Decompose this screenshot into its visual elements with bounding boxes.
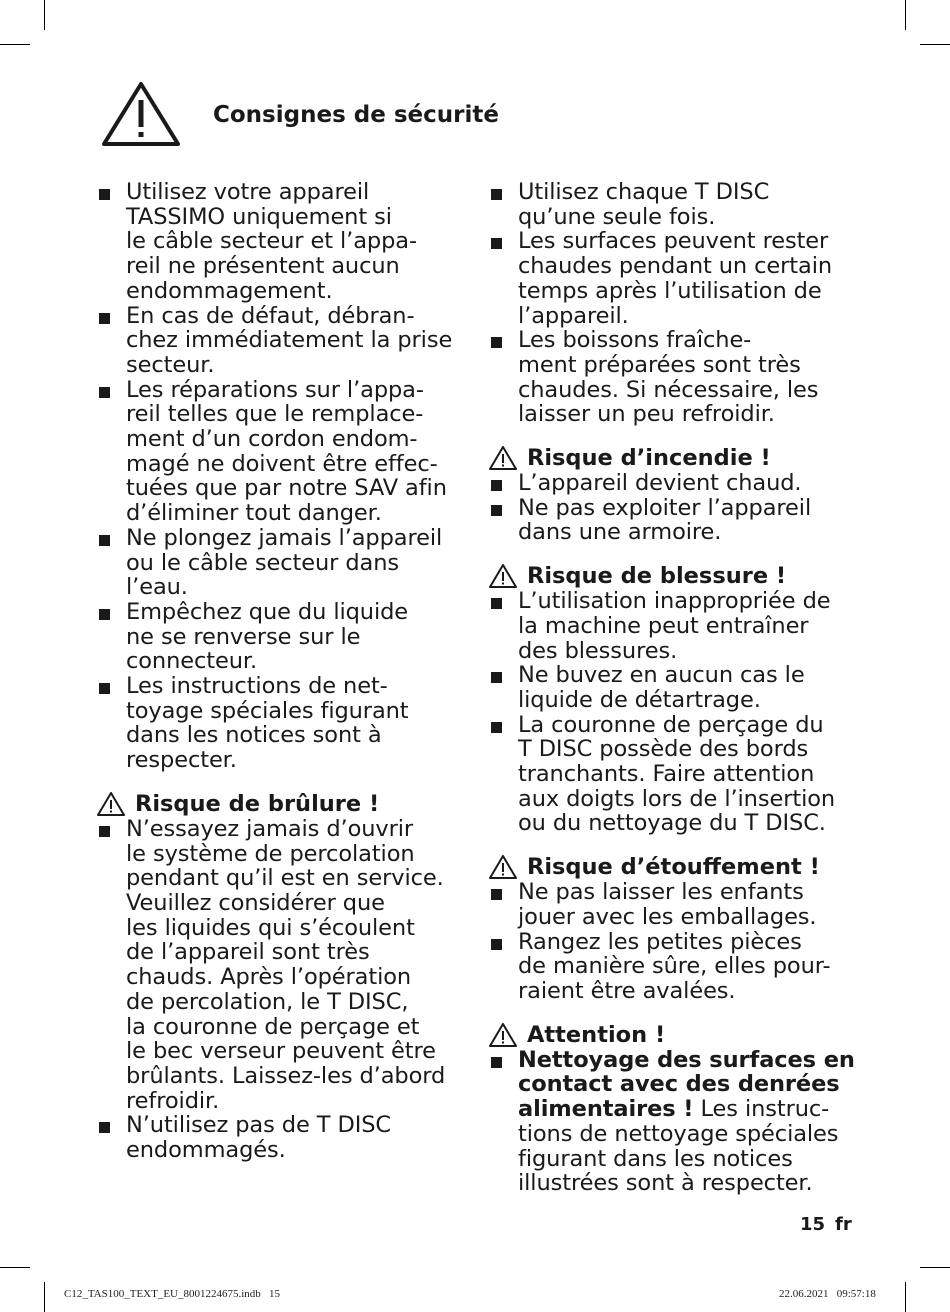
section-heading xyxy=(488,445,858,471)
bullet-square-icon xyxy=(491,889,502,900)
crop-mark xyxy=(0,44,30,45)
list-item xyxy=(96,817,466,1113)
list-item-text: Empêchez que du liquide ne se renverse sur le connecteur. xyxy=(126,598,409,675)
list-item xyxy=(488,229,858,328)
warning-triangle-icon xyxy=(100,80,182,148)
list-item xyxy=(96,526,466,600)
list-item-text: La couronne de perçage du T DISC possède des bords tranchants. Faire attention aux doigts lors de l’insertion ou du nettoyage du T DISC. xyxy=(518,711,836,837)
list-item xyxy=(96,378,466,526)
burn-risk-list xyxy=(96,817,466,1163)
bullet-square-icon xyxy=(99,313,110,324)
bullet-square-icon xyxy=(99,826,110,837)
file-name: C12_TAS100_TEXT_EU_8001224675.indb 15 xyxy=(64,1288,281,1300)
crop-mark xyxy=(920,1267,950,1268)
right-column xyxy=(488,180,858,1196)
warning-triangle-icon xyxy=(488,1022,518,1048)
list-item xyxy=(96,304,466,378)
bullet-square-icon xyxy=(491,939,502,950)
crop-mark xyxy=(44,0,45,30)
list-item xyxy=(488,930,858,1004)
list-item xyxy=(488,471,858,496)
bullet-square-icon xyxy=(99,535,110,546)
safety-list xyxy=(488,180,858,427)
list-item-text: Les surfaces peuvent rester chaudes pendant un certain temps après l’utilisation de l’appareil. xyxy=(518,228,833,329)
list-item-text: Les instructions de net- toyage spéciales figurant dans les notices sont à respecter. xyxy=(126,673,409,774)
list-item-text: Ne plongez jamais l’appareil ou le câble secteur dans l’eau. xyxy=(126,524,443,601)
bullet-square-icon xyxy=(491,505,502,516)
list-item xyxy=(488,880,858,929)
language-code: fr xyxy=(835,1214,852,1235)
bullet-square-icon xyxy=(99,683,110,694)
list-item xyxy=(488,1048,858,1196)
safety-list xyxy=(96,180,466,773)
section-heading-text: Risque d’étouffement ! xyxy=(527,854,820,881)
crop-mark xyxy=(905,1282,906,1312)
list-item xyxy=(488,496,858,545)
crop-mark xyxy=(44,1282,45,1312)
section-heading-text: Risque de blessure ! xyxy=(527,563,787,590)
warning-triangle-icon xyxy=(96,791,126,817)
section-heading xyxy=(488,563,858,589)
list-item xyxy=(96,180,466,304)
list-item-text: Les réparations sur l’appa- reil telles que le remplace- ment d’un cordon endom- magé ne doivent être effec- tuées que par notre SAV afin d’éliminer tout danger. xyxy=(126,376,447,527)
warning-triangle-icon xyxy=(488,854,518,880)
injury-risk-list xyxy=(488,589,858,836)
list-item xyxy=(488,180,858,229)
attention-list xyxy=(488,1048,858,1196)
list-item xyxy=(488,713,858,837)
injury-risk-section xyxy=(488,563,858,836)
bullet-square-icon xyxy=(491,722,502,733)
bullet-square-icon xyxy=(491,337,502,348)
list-item xyxy=(96,674,466,773)
list-item xyxy=(96,1113,466,1162)
list-item-text: N’essayez jamais d’ouvrir le système de percolation pendant qu’il est en service. Veuillez considérer que les liquides qui s’écoulent de l’appareil sont très chauds. Après l’opération de percolation, le T DISC, la couronne de perçage et le bec verseur peuvent être brûlants. Laissez-les d’abord refroidir. xyxy=(126,815,446,1114)
page-title: Consignes de sécurité xyxy=(213,102,499,128)
bullet-square-icon xyxy=(99,1122,110,1133)
bullet-square-icon xyxy=(491,189,502,200)
list-item xyxy=(96,600,466,674)
list-item-text: Rangez les petites pièces de manière sûre, elles pour- raient être avalées. xyxy=(518,928,831,1004)
bold-lead-text: Nettoyage des surfaces en contact avec des denrées alimentaires ! xyxy=(518,1046,855,1123)
bullet-square-icon xyxy=(491,598,502,609)
suffocation-risk-section xyxy=(488,854,858,1004)
list-item-text: Utilisez chaque T DISC qu’une seule fois. xyxy=(518,179,770,230)
list-item-text: Utilisez votre appareil TASSIMO uniquement si le câble secteur et l’appa- reil ne présentent aucun endommagement. xyxy=(126,179,417,304)
section-heading-text: Risque de brûlure ! xyxy=(135,790,380,817)
section-heading-text: Attention ! xyxy=(527,1021,666,1048)
list-item xyxy=(488,589,858,663)
bullet-square-icon xyxy=(491,1057,502,1068)
bullet-square-icon xyxy=(99,609,110,620)
bullet-square-icon xyxy=(491,480,502,491)
list-item-text: N’utilisez pas de T DISC endommagés. xyxy=(126,1112,392,1164)
list-item-text: Ne pas exploiter l’appareil dans une armoire. xyxy=(518,494,812,546)
list-item-text: Les boissons fraîche- ment préparées sont très chaudes. Si nécessaire, les laisser un peu refroidir. xyxy=(518,327,819,428)
fire-risk-section xyxy=(488,445,858,545)
fire-risk-list xyxy=(488,471,858,545)
list-item-text: L’utilisation inappropriée de la machine peut entraîner des blessures. xyxy=(518,588,831,664)
list-item xyxy=(488,663,858,712)
warning-triangle-icon xyxy=(488,445,518,471)
crop-mark xyxy=(0,1267,30,1268)
left-column xyxy=(96,180,466,1163)
list-item-text: Ne buvez en aucun cas le liquide de détartrage. xyxy=(518,662,805,713)
list-item-text: L’appareil devient chaud. xyxy=(518,470,802,497)
warning-triangle-icon xyxy=(488,563,518,589)
list-item-text: En cas de défaut, débran- chez immédiatement la prise secteur. xyxy=(126,302,453,378)
bullet-square-icon xyxy=(491,672,502,683)
list-item xyxy=(488,328,858,427)
crop-mark xyxy=(920,44,950,45)
section-heading xyxy=(96,791,466,817)
suffocation-risk-list xyxy=(488,880,858,1004)
section-heading xyxy=(488,854,858,880)
bullet-square-icon xyxy=(491,238,502,249)
list-item-text: Les instruc- tions de nettoyage spéciales figurant dans les notices illustrées sont à respecter. xyxy=(518,1096,839,1197)
list-item-text: Ne pas laisser les enfants jouer avec les emballages. xyxy=(518,879,817,930)
burn-risk-section xyxy=(96,791,466,1163)
page-number: 15 xyxy=(800,1214,826,1235)
bullet-square-icon xyxy=(99,189,110,200)
attention-section xyxy=(488,1022,858,1196)
section-heading xyxy=(488,1022,858,1048)
bullet-square-icon xyxy=(99,387,110,398)
section-heading-text: Risque d’incendie ! xyxy=(527,445,771,472)
crop-mark xyxy=(905,0,906,30)
print-date: 22.06.2021 09:57:18 xyxy=(779,1288,876,1300)
